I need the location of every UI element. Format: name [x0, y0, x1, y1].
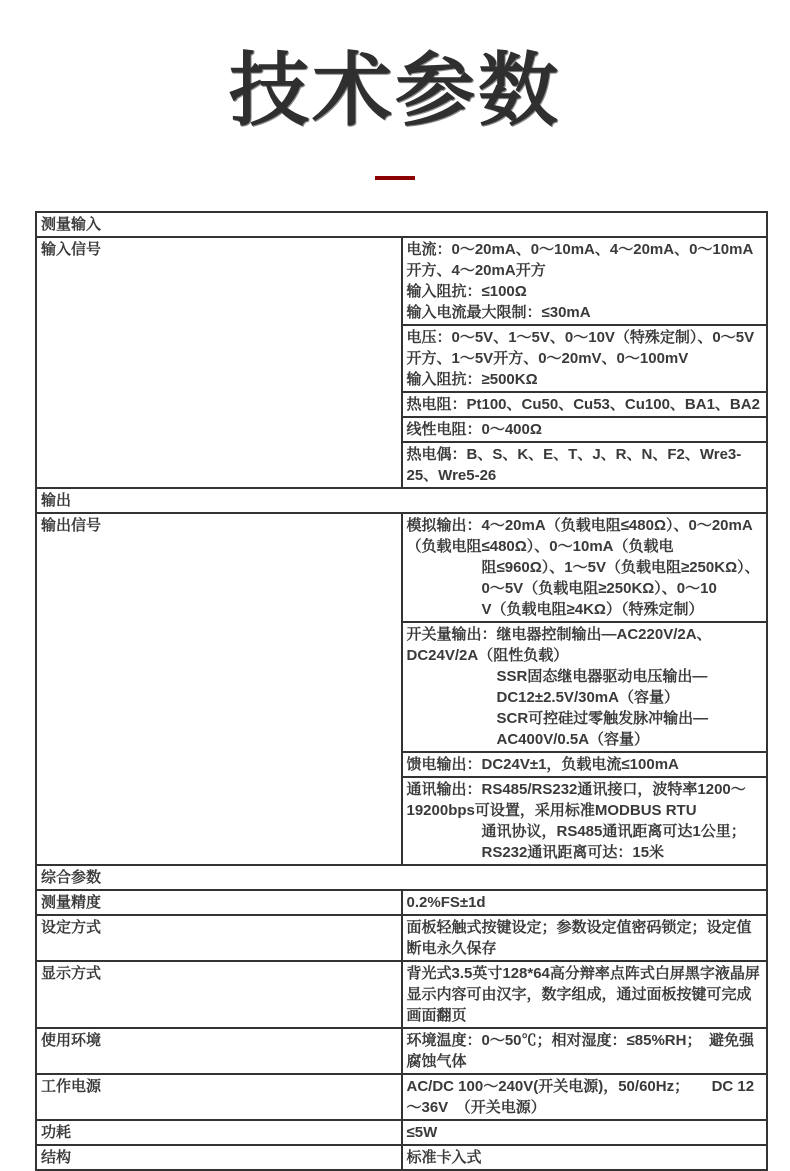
spec-line: 输入阻抗：≥500KΩ: [406, 371, 538, 388]
spec-line: 热电阻：Pt100、Cu50、Cu53、Cu100、BA1、BA2: [406, 396, 760, 413]
section-header-measurement-input: 测量输入: [36, 212, 767, 237]
row-value-setting-method: [402, 915, 768, 961]
spec-line: V（负载电阻≥4KΩ）（特殊定制）: [481, 601, 704, 618]
row-value-accuracy: [402, 890, 768, 915]
row-value-output-signal-0: [402, 513, 768, 622]
row-value-input-signal-4: [402, 442, 768, 488]
spec-line: 阻≤960Ω）、1～5V（负载电阻≥250KΩ）、0～5V（负载电阻≥250KΩ）、0～10: [481, 559, 760, 597]
spec-line: 输入阻抗：≤100Ω: [406, 283, 527, 300]
row-value-input-signal-2: [402, 392, 768, 417]
row-value-output-signal-1: [402, 622, 768, 752]
spec-line: 通讯输出：RS485/RS232通讯接口，波特率1200～19200bps可设置，采用标准MODBUS RTU: [406, 781, 746, 819]
row-label-structure: 结构: [36, 1145, 402, 1170]
row-value-output-signal-2: [402, 752, 768, 777]
technical-parameters-table: [35, 211, 768, 1171]
spec-line: 电压：0～5V、1～5V、0～10V（特殊定制）、0～5V开方、1～5V开方、0～20mV、0～100mV: [406, 329, 755, 367]
spec-line: SCR可控硅过零触发脉冲输出—AC400V/0.5A（容量）: [496, 710, 709, 748]
spec-line: 电流：0～20mA、0～10mA、4～20mA、0～10mA开方、4～20mA开方: [406, 241, 754, 279]
section-header-output: 输出: [36, 488, 767, 513]
spec-line: 背光式3.5英寸128*64高分辩率点阵式白屏黑字液晶屏: [406, 965, 760, 982]
row-label-input-signal: 输入信号: [36, 237, 402, 488]
spec-line: 热电偶：B、S、K、E、T、J、R、N、F2、Wre3-25、Wre5-26: [406, 446, 742, 484]
title-divider: [375, 176, 415, 180]
section-header-general-parameters: 综合参数: [36, 865, 767, 890]
row-label-power-consumption: 功耗: [36, 1120, 402, 1145]
row-label-display-mode: 显示方式: [36, 961, 402, 1028]
spec-line: ≤5W: [406, 1124, 438, 1141]
row-value-structure: [402, 1145, 768, 1170]
row-label-operating-environment: 使用环境: [36, 1028, 402, 1074]
page-title: 技术参数: [229, 46, 561, 135]
spec-line: 输入电流最大限制：≤30mA: [406, 304, 591, 321]
row-value-display-mode: [402, 961, 768, 1028]
spec-line: SSR固态继电器驱动电压输出—DC12±2.5V/30mA（容量）: [496, 668, 708, 706]
row-value-input-signal-1: [402, 325, 768, 392]
spec-line: 线性电阻：0～400Ω: [406, 421, 542, 438]
spec-line: 0.2%FS±1d: [406, 894, 486, 911]
row-value-power-consumption: [402, 1120, 768, 1145]
spec-line: 环境温度：0～50℃；相对湿度：≤85%RH； 避免强腐蚀气体: [406, 1032, 754, 1070]
spec-line: 模拟输出：4～20mA（负载电阻≤480Ω）、0～20mA（负载电阻≤480Ω）、0～10mA（负载电: [406, 517, 753, 555]
spec-line: 标准卡入式: [406, 1149, 482, 1166]
row-value-input-signal-3: [402, 417, 768, 442]
row-label-power-supply: 工作电源: [36, 1074, 402, 1120]
spec-line: 通讯协议，RS485通讯距离可达1公里；RS232通讯距离可达：15米: [481, 823, 746, 861]
row-value-output-signal-3: [402, 777, 768, 865]
spec-line: 开关量输出：继电器控制输出—AC220V/2A、DC24V/2A（阻性负载）: [406, 626, 712, 664]
row-value-power-supply: [402, 1074, 768, 1120]
spec-line: AC/DC 100～240V(开关电源)，50/60Hz； DC 12～36V （开关电源）: [406, 1078, 755, 1116]
row-label-output-signal: 输出信号: [36, 513, 402, 865]
row-value-operating-environment: [402, 1028, 768, 1074]
spec-line: 显示内容可由汉字，数字组成，通过面板按键可完成画面翻页: [406, 986, 752, 1024]
row-label-accuracy: 测量精度: [36, 890, 402, 915]
row-label-setting-method: 设定方式: [36, 915, 402, 961]
spec-line: 馈电输出：DC24V±1，负载电流≤100mA: [406, 756, 679, 773]
row-value-input-signal-0: [402, 237, 768, 325]
spec-line: 面板轻触式按键设定；参数设定值密码锁定；设定值断电永久保存: [406, 919, 752, 957]
